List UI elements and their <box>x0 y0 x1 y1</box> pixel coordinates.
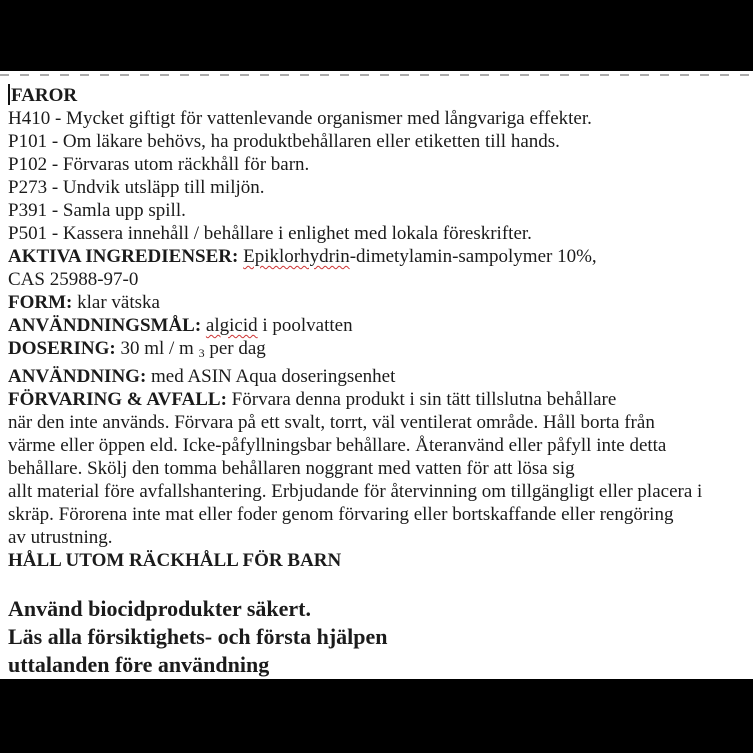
text-segment: behållare. Skölj den tomma behållaren noggrant med vatten för att lösa sig <box>8 458 575 479</box>
text-segment: 30 ml / m <box>115 338 199 359</box>
document-line <box>8 107 749 130</box>
text-segment: ANVÄNDNING: <box>8 366 147 387</box>
text-segment: 3 <box>198 346 205 360</box>
text-segment: P101 - Om läkare behövs, ha produktbehållaren eller etiketten till hands. <box>8 131 560 152</box>
document-line <box>8 623 749 651</box>
document-line <box>8 84 749 107</box>
text-segment: uttalanden före användning <box>8 652 270 677</box>
document-line <box>8 365 749 388</box>
document-line <box>8 337 749 365</box>
text-segment: Använd biocidprodukter säkert. <box>8 596 311 621</box>
text-segment: klar vätska <box>72 292 160 313</box>
document-line <box>8 480 749 503</box>
text-segment: ANVÄNDNINGSMÅL: <box>8 315 202 336</box>
document-line <box>8 549 749 572</box>
text-segment: AKTIVA INGREDIENSER: <box>8 246 239 267</box>
text-segment: P391 - Samla upp spill. <box>8 200 186 221</box>
text-segment: av utrustning. <box>8 527 113 548</box>
text-segment: -dimetylamin-sampolymer 10%, <box>349 246 597 267</box>
document-page <box>8 84 749 679</box>
spellcheck-flagged-text: Epiklorhydrin <box>243 246 350 267</box>
document-line <box>8 153 749 176</box>
document-line <box>8 130 749 153</box>
text-segment: FÖRVARING & AVFALL: <box>8 389 227 410</box>
text-segment: när den inte används. Förvara på ett svalt, torrt, väl ventilerat område. Håll borta från <box>8 412 655 433</box>
text-segment: Läs alla försiktighets- och första hjälpen <box>8 624 388 649</box>
document-line <box>8 222 749 245</box>
document-footer-lines <box>8 595 749 679</box>
text-segment: allt material före avfallshantering. Erbjudande för återvinning om tillgängligt eller placera i <box>8 481 703 502</box>
text-segment: Förvara denna produkt i sin tätt tillslutna behållare <box>226 389 617 410</box>
document-line <box>8 245 749 268</box>
text-segment: med ASIN Aqua doseringsenhet <box>146 366 396 387</box>
document-line <box>8 268 749 291</box>
text-cursor <box>8 84 10 105</box>
text-segment: per dag <box>204 338 266 359</box>
text-segment: DOSERING: <box>8 338 116 359</box>
document-lines <box>8 84 749 572</box>
document-line <box>8 291 749 314</box>
text-segment: värme eller öppen eld. Icke-påfyllningsbar behållare. Återanvänd eller påfyll inte detta <box>8 435 667 456</box>
document-line <box>8 526 749 549</box>
document-line <box>8 503 749 526</box>
bottom-letterbox-bar <box>0 679 753 753</box>
text-segment: skräp. Förorena inte mat eller foder genom förvaring eller bortskaffande eller rengöring <box>8 504 674 525</box>
document-line <box>8 457 749 480</box>
text-segment: CAS 25988-97-0 <box>8 269 139 290</box>
document-line <box>8 199 749 222</box>
document-line <box>8 388 749 411</box>
document-line <box>8 651 749 679</box>
spellcheck-flagged-text: algicid <box>205 315 258 336</box>
text-segment: i poolvatten <box>257 315 353 336</box>
top-letterbox-bar <box>0 0 753 71</box>
document-line <box>8 434 749 457</box>
text-segment: HÅLL UTOM RÄCKHÅLL FÖR BARN <box>8 550 342 571</box>
text-segment: P102 - Förvaras utom räckhåll för barn. <box>8 154 310 175</box>
document-line <box>8 176 749 199</box>
scan-artifact-line <box>0 74 753 76</box>
text-segment: P501 - Kassera innehåll / behållare i enlighet med lokala föreskrifter. <box>8 223 532 244</box>
text-segment: FORM: <box>8 292 73 313</box>
document-line <box>8 595 749 623</box>
document-line <box>8 314 749 337</box>
text-segment: H410 - Mycket giftigt för vattenlevande organismer med långvariga effekter. <box>8 108 592 129</box>
document-line <box>8 411 749 434</box>
text-segment: P273 - Undvik utsläpp till miljön. <box>8 177 265 198</box>
text-segment: FAROR <box>11 85 78 106</box>
